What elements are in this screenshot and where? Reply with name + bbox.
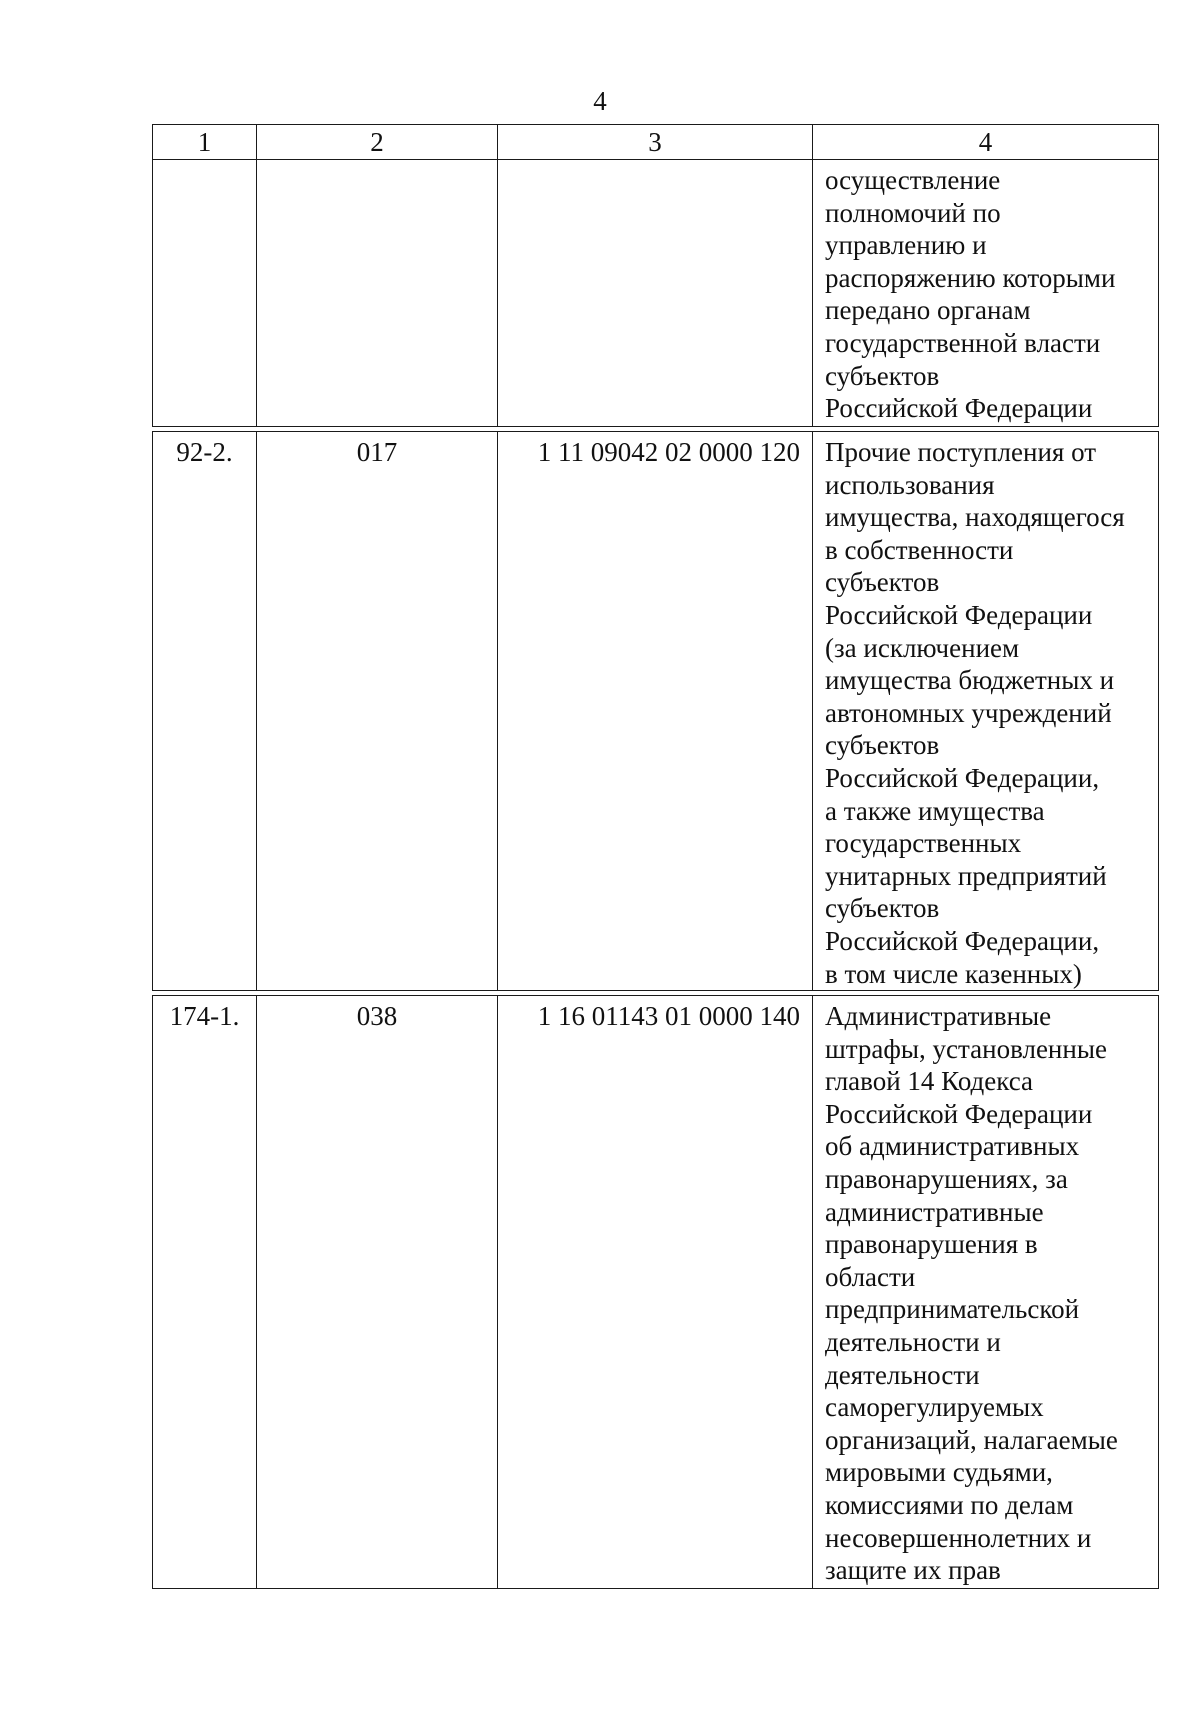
description-line: мировыми судьями, <box>825 1457 1053 1488</box>
description-line: организаций, налагаемые <box>825 1424 1118 1455</box>
description-line: саморегулируемых <box>825 1392 1044 1423</box>
description-line: штрафы, установленные <box>825 1033 1107 1064</box>
cell-num: 92-2. <box>153 432 257 991</box>
cell-kbk: 1 11 09042 02 0000 120 <box>498 432 813 991</box>
cell-description <box>813 996 1159 1589</box>
header-col-2: 2 <box>257 125 498 160</box>
header-col-4: 4 <box>813 125 1159 160</box>
description-line: в том числе казенных) <box>825 958 1082 989</box>
cell-code <box>257 160 498 427</box>
cell-kbk <box>498 160 813 427</box>
description-line: субъектов <box>825 567 940 598</box>
table-row <box>153 432 1159 991</box>
table-row-continuation <box>153 160 1159 427</box>
cell-code: 038 <box>257 996 498 1589</box>
description-line: несовершеннолетних и <box>825 1522 1092 1553</box>
description-line: правонарушениях, за <box>825 1164 1068 1195</box>
description-line: имущества, находящегося <box>825 502 1125 533</box>
description-line: распоряжению которыми <box>825 262 1116 293</box>
description-line: правонарушения в <box>825 1229 1038 1260</box>
description-line: области <box>825 1261 916 1292</box>
description-line: государственных <box>825 828 1022 859</box>
description-line: автономных учреждений <box>825 697 1112 728</box>
table-row <box>153 996 1159 1589</box>
header-col-1: 1 <box>153 125 257 160</box>
description-line: полномочий по <box>825 197 1001 228</box>
description-line: Российской Федерации <box>825 599 1093 630</box>
table-header-row <box>153 125 1159 160</box>
description-line: Российской Федерации, <box>825 925 1100 956</box>
description-line: Прочие поступления от <box>825 437 1097 467</box>
header-col-3: 3 <box>498 125 813 160</box>
cell-description <box>813 160 1159 427</box>
description-line: Российской Федерации, <box>825 762 1100 793</box>
description-line: деятельности <box>825 1359 980 1390</box>
description-line: Административные <box>825 1001 1052 1032</box>
description-line: осуществление <box>825 165 1001 195</box>
description-line: об административных <box>825 1131 1080 1162</box>
description-line: предпринимательской <box>825 1294 1080 1325</box>
description-line: защите их прав <box>825 1555 1001 1586</box>
description-line: управлению и <box>825 230 987 261</box>
description-line: в собственности <box>825 534 1014 565</box>
description-line: административные <box>825 1196 1044 1227</box>
cell-description <box>813 432 1159 991</box>
description-line: Российской Федерации <box>825 393 1093 424</box>
description-line: а также имущества <box>825 795 1045 826</box>
description-line: государственной власти <box>825 327 1101 358</box>
description-line: (за исключением <box>825 632 1020 663</box>
description-line: субъектов <box>825 730 940 761</box>
page-number: 4 <box>593 86 607 116</box>
description-line: субъектов <box>825 360 940 391</box>
description-line: комиссиями по делам <box>825 1490 1074 1520</box>
description-line: имущества бюджетных и <box>825 665 1115 696</box>
description-line: Российской Федерации <box>825 1098 1093 1129</box>
cell-code: 017 <box>257 432 498 991</box>
cell-kbk: 1 16 01143 01 0000 140 <box>498 996 813 1589</box>
description-line: унитарных предприятий <box>825 860 1107 891</box>
revenue-codes-table <box>152 124 1159 1589</box>
description-line: субъектов <box>825 893 940 924</box>
description-line: главой 14 Кодекса <box>825 1066 1034 1097</box>
description-line: использования <box>825 469 995 500</box>
cell-num <box>153 160 257 427</box>
description-line: передано органам <box>825 295 1031 326</box>
description-line: деятельности и <box>825 1327 1001 1358</box>
cell-num: 174-1. <box>153 996 257 1589</box>
